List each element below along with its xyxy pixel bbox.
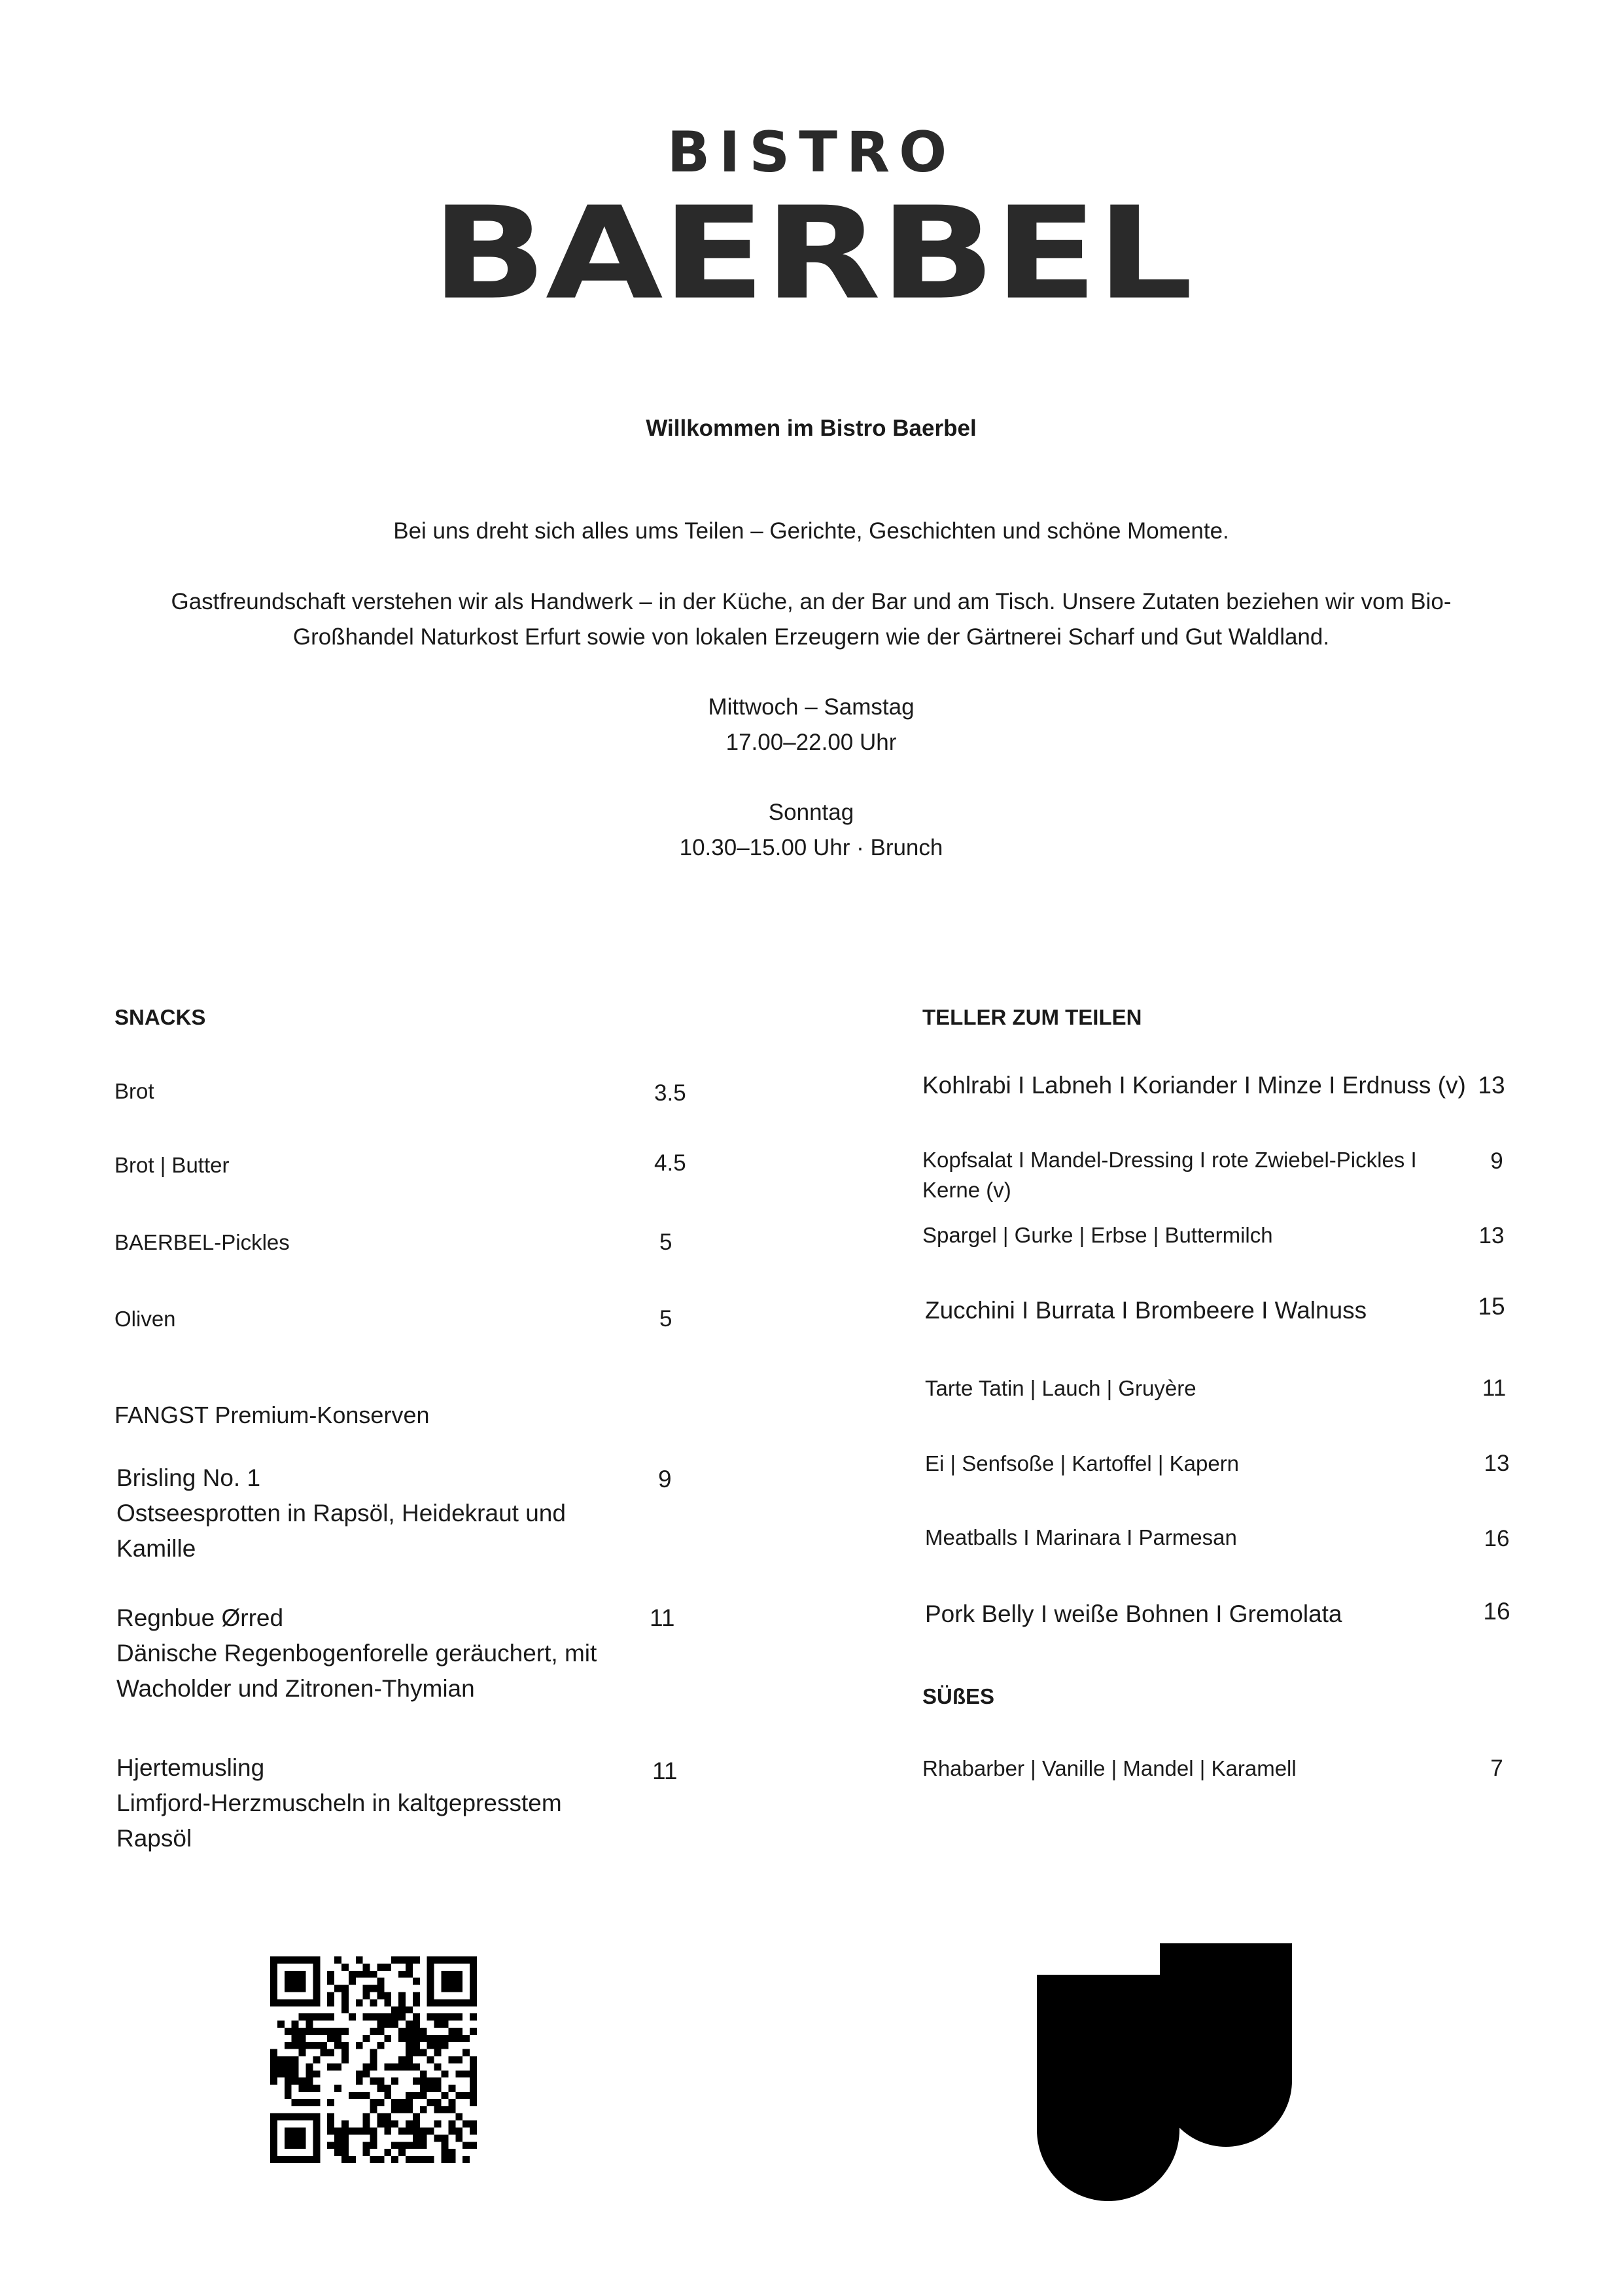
- konserve-item-description: Wacholder und Zitronen-Thymian: [116, 1675, 475, 1702]
- konserve-item-description: Dänische Regenbogenforelle geräuchert, mit: [116, 1640, 597, 1667]
- hours-sunday-days: Sonntag: [768, 800, 854, 825]
- snack-item-name: Brot | Butter: [114, 1153, 230, 1177]
- teller-item-name: Tarte Tatin | Lauch | Gruyère: [925, 1376, 1196, 1400]
- konserve-item-price: 11: [650, 1604, 675, 1631]
- snack-item-name: Oliven: [114, 1307, 176, 1331]
- welcome-heading: Willkommen im Bistro Baerbel: [646, 415, 977, 441]
- teller-item-price: 11: [1482, 1375, 1507, 1401]
- konserve-item-name: Regnbue Ørred: [116, 1604, 284, 1631]
- teller-item-price: 15: [1478, 1293, 1505, 1320]
- konserve-item-description: Ostseesprotten in Rapsöl, Heidekraut und: [116, 1500, 566, 1527]
- teller-item-name: Ei | Senfsoße | Kartoffel | Kapern: [925, 1451, 1240, 1475]
- konserve-item-price: 9: [658, 1466, 672, 1492]
- teller-item-price: 13: [1484, 1451, 1510, 1476]
- intro-paragraph-2-line-2: Großhandel Naturkost Erfurt sowie von lokalen Erzeugern wie der Gärtnerei Scharf und Gut Waldland.: [292, 624, 1330, 650]
- brand-mark-icon: [1037, 1943, 1292, 2202]
- teller-item-price: 16: [1483, 1598, 1510, 1625]
- suesses-item-price: 7: [1490, 1756, 1503, 1781]
- teller-item-name: Kopfsalat I Mandel-Dressing I rote Zwiebel-Pickles I: [922, 1148, 1417, 1172]
- hours-sunday-time: 10.30–15.00 Uhr · Brunch: [679, 835, 943, 860]
- snack-item-name: BAERBEL-Pickles: [114, 1230, 290, 1254]
- snack-item-price: 5: [659, 1229, 672, 1255]
- teller-item-name-continued: Kerne (v): [922, 1178, 1011, 1202]
- logo-bistro: BISTRO: [667, 120, 956, 185]
- suesses-item-name: Rhabarber | Vanille | Mandel | Karamell: [922, 1756, 1297, 1780]
- konserve-item-description: Rapsöl: [116, 1825, 192, 1852]
- snack-item-price: 4.5: [654, 1150, 686, 1176]
- teller-item-name: Spargel | Gurke | Erbse | Buttermilch: [922, 1223, 1273, 1247]
- hours-weekdays-days: Mittwoch – Samstag: [708, 694, 915, 720]
- snack-item-price: 5: [659, 1306, 672, 1332]
- hours-weekdays-time: 17.00–22.00 Uhr: [725, 730, 897, 755]
- snacks-heading: SNACKS: [114, 1005, 206, 1029]
- teller-item-name: Pork Belly I weiße Bohnen I Gremolata: [925, 1600, 1342, 1627]
- teller-item-name: Zucchini I Burrata I Brombeere I Walnuss: [925, 1297, 1367, 1324]
- teller-item-price: 13: [1478, 1072, 1505, 1099]
- snack-item-price: 3.5: [654, 1080, 686, 1106]
- teller-item-price: 13: [1478, 1223, 1505, 1248]
- konserve-item-description: Limfjord-Herzmuscheln in kaltgepresstem: [116, 1790, 562, 1816]
- konserven-heading: FANGST Premium-Konserven: [114, 1402, 430, 1428]
- konserve-item-name: Hjertemusling: [116, 1754, 265, 1781]
- snack-item-name: Brot: [114, 1079, 154, 1103]
- konserve-item-name: Brisling No. 1: [116, 1464, 261, 1491]
- teller-item-price: 9: [1490, 1148, 1503, 1174]
- qr-code-icon[interactable]: [270, 1956, 477, 2163]
- suesses-heading: SÜßES: [922, 1684, 995, 1708]
- teller-heading: TELLER ZUM TEILEN: [922, 1005, 1142, 1029]
- teller-item-name: Meatballs I Marinara I Parmesan: [925, 1525, 1237, 1549]
- konserve-item-description: Kamille: [116, 1535, 196, 1562]
- intro-paragraph-1: Bei uns dreht sich alles ums Teilen – Gerichte, Geschichten und schöne Momente.: [393, 518, 1229, 544]
- teller-item-price: 16: [1484, 1526, 1510, 1551]
- konserve-item-price: 11: [652, 1757, 678, 1784]
- teller-item-name: Kohlrabi I Labneh I Koriander I Minze I Erdnuss (v): [922, 1072, 1466, 1099]
- logo-baerbel: BAERBEL: [431, 179, 1192, 328]
- intro-paragraph-2-line-1: Gastfreundschaft verstehen wir als Handwerk – in der Küche, an der Bar und am Tisch. Unsere Zutaten beziehen wir vom Bio-: [171, 589, 1452, 614]
